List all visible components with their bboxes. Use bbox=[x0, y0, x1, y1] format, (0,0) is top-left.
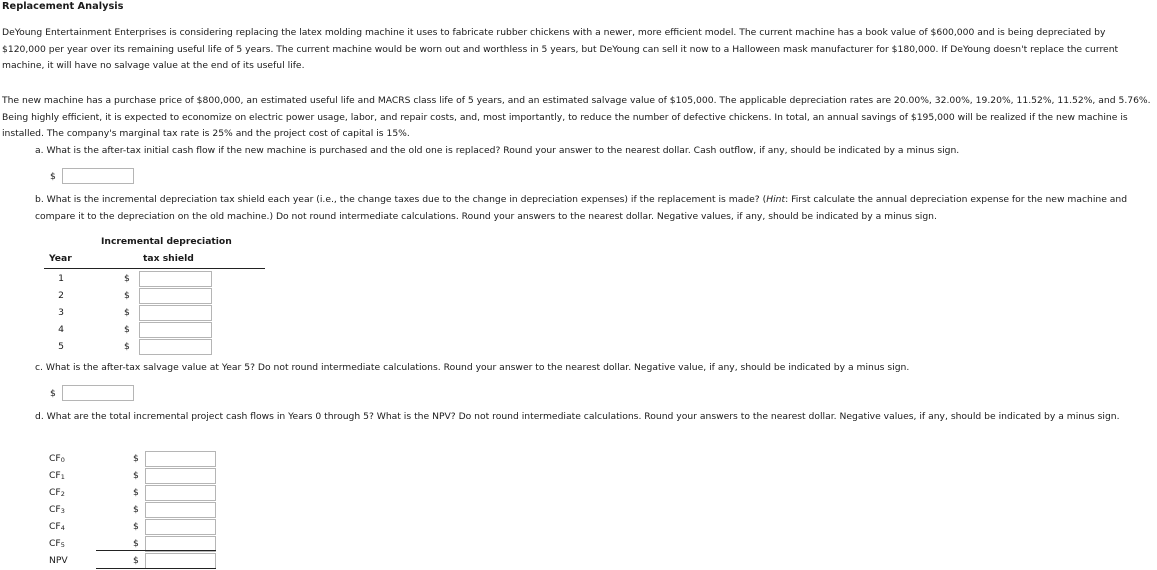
cash-flow-currency: $ bbox=[133, 470, 139, 481]
tax-shield-input-year-2[interactable] bbox=[139, 288, 212, 304]
row-label-subscript: 4 bbox=[60, 524, 65, 532]
row-label-text: CF bbox=[49, 538, 61, 549]
intro-paragraph: DeYoung Entertainment Enterprises is considering replacing the latex molding machine it uses to fabricate rubber chickens with a newer, more efficient model. The current machine has a book value of $600,000 and is being depreciated by $120,000 per year over its remaining useful life of 5 years. The current machine would be worn out and worthless in 5 years, but DeYoung can sell it now to a Halloween mask manufacturer for $180,000. If DeYoung doesn't replace the current machine, it will have no salvage value at the end of its useful life. bbox=[2, 27, 1119, 71]
answer-a-currency: $ bbox=[50, 171, 56, 182]
table-b-header-line1: Incremental depreciation bbox=[101, 236, 232, 247]
row-label-text: CF bbox=[49, 487, 61, 498]
table-b-currency: $ bbox=[124, 307, 130, 318]
cf-label-4 bbox=[49, 521, 65, 532]
table-b-year-2: 2 bbox=[58, 290, 64, 301]
question-b-suffix: : First calculate the annual depreciation expense for the new machine and compare it to the depreciation on the old machine.) Do not round intermediate calculations. Round your answers to the nearest dollar. Negative values, if any, should be indicated by a minus sign. bbox=[35, 194, 1128, 222]
cash-flow-total-rule bbox=[96, 550, 216, 551]
answer-c-input[interactable] bbox=[62, 385, 134, 401]
npv-bottom-rule bbox=[96, 568, 216, 569]
table-b-year-4: 4 bbox=[58, 324, 64, 335]
row-label-subscript: 2 bbox=[60, 490, 65, 498]
cash-flow-input-cf1[interactable] bbox=[145, 468, 216, 484]
cash-flow-currency: $ bbox=[133, 538, 139, 549]
cash-flow-input-cf2[interactable] bbox=[145, 485, 216, 501]
answer-a-input[interactable] bbox=[62, 168, 134, 184]
cash-flow-currency: $ bbox=[133, 521, 139, 532]
details-paragraph: The new machine has a purchase price of $800,000, an estimated useful life and MACRS class life of 5 years, and an estimated salvage value of $105,000. The applicable depreciation rates are 20.00%, 32.00%, 19.20%, 11.52%, 11.52%, and 5.76%. Being highly efficient, it is expected to economize on electric power usage, labor, and repair costs, and, most importantly, to reduce the number of defective chickens. In total, an annual savings of $195,000 will be realized if the new machine is installed. The company's marginal tax rate is 25% and the project cost of capital is 15%. bbox=[2, 95, 1151, 139]
table-b-currency: $ bbox=[124, 273, 130, 284]
table-b-currency: $ bbox=[124, 324, 130, 335]
row-label-text: NPV bbox=[49, 555, 68, 566]
cash-flow-currency: $ bbox=[133, 504, 139, 515]
cf-label-5 bbox=[49, 538, 65, 549]
cf-label-3 bbox=[49, 504, 65, 515]
cash-flow-input-cf0[interactable] bbox=[145, 451, 216, 467]
row-label-subscript: 5 bbox=[60, 541, 65, 549]
cash-flow-input-cf4[interactable] bbox=[145, 519, 216, 535]
cash-flow-currency: $ bbox=[133, 453, 139, 464]
cash-flow-currency: $ bbox=[133, 487, 139, 498]
question-a: a. What is the after-tax initial cash flow if the new machine is purchased and the old one is replaced? Round your answer to the nearest dollar. Cash outflow, if any, should be indicated by a minus sign. bbox=[35, 145, 960, 156]
row-label-subscript: 1 bbox=[60, 473, 65, 481]
table-b-year-5: 5 bbox=[58, 341, 64, 352]
question-d: d. What are the total incremental project cash flows in Years 0 through 5? What is the NPV? Do not round intermediate calculations. Round your answers to the nearest dollar. Negative values, if any, should be indicated by a minus sign. bbox=[35, 411, 1120, 422]
row-label-text: CF bbox=[49, 504, 61, 515]
table-b-currency: $ bbox=[124, 341, 130, 352]
row-label-subscript: 0 bbox=[60, 456, 65, 464]
table-b-year-header: Year bbox=[49, 253, 72, 264]
table-b-currency: $ bbox=[124, 290, 130, 301]
table-b-header-rule bbox=[44, 268, 265, 269]
answer-c-currency: $ bbox=[50, 388, 56, 399]
row-label-text: CF bbox=[49, 470, 61, 481]
page-title: Replacement Analysis bbox=[2, 1, 124, 12]
row-label-subscript: 3 bbox=[60, 507, 65, 515]
table-b-header-line2: tax shield bbox=[143, 253, 194, 264]
tax-shield-input-year-4[interactable] bbox=[139, 322, 212, 338]
row-label-text: CF bbox=[49, 453, 61, 464]
question-c: c. What is the after-tax salvage value at Year 5? Do not round intermediate calculations. Round your answer to the nearest dollar. Negative value, if any, should be indicated by a minus sign. bbox=[35, 362, 910, 373]
cf-label-0 bbox=[49, 453, 65, 464]
cf-label-1 bbox=[49, 470, 65, 481]
cash-flow-input-cf3[interactable] bbox=[145, 502, 216, 518]
question-b-hint: Hint bbox=[766, 194, 786, 205]
cash-flow-currency: $ bbox=[133, 555, 139, 566]
tax-shield-input-year-3[interactable] bbox=[139, 305, 212, 321]
cf-label-2 bbox=[49, 487, 65, 498]
table-b-year-3: 3 bbox=[58, 307, 64, 318]
row-label-text: CF bbox=[49, 521, 61, 532]
tax-shield-input-year-1[interactable] bbox=[139, 271, 212, 287]
npv-input[interactable] bbox=[145, 553, 216, 569]
npv-label bbox=[49, 555, 68, 566]
table-b-year-1: 1 bbox=[58, 273, 64, 284]
question-b-prefix: b. What is the incremental depreciation tax shield each year (i.e., the change taxes due to the change in depreciation expenses) if the replacement is made? ( bbox=[35, 194, 767, 205]
tax-shield-input-year-5[interactable] bbox=[139, 339, 212, 355]
question-b bbox=[35, 192, 1135, 225]
